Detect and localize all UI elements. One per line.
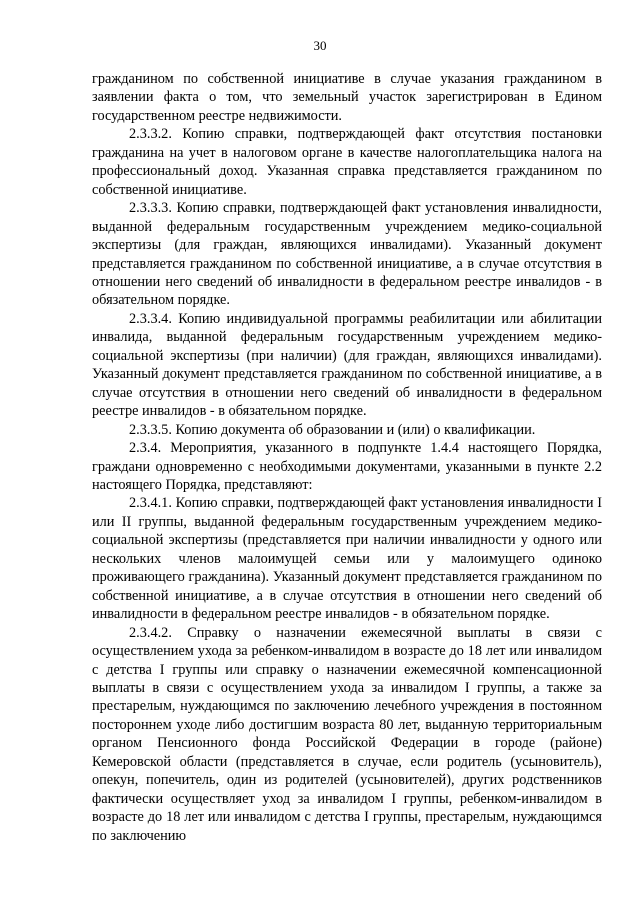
paragraph-2-3-3-5: 2.3.3.5. Копию документа об образовании и (или) о квалификации. — [129, 421, 536, 438]
paragraph-2-3-4: 2.3.4. Мероприятия, указанного в подпункте 1.4.4 настоящего Порядка, граждани одновременно с необходимыми документами, указанными в пункте 2.2 настоящего Порядка, представляют: — [92, 440, 602, 493]
paragraph-2-3-3-3: 2.3.3.3. Копию справки, подтверждающей факт установления инвалидности, выданной федеральным государственным учреждением медико-социальной экспертизы (для граждан, являющихся инвалидами). Указанный документ представляется гражданином по собственной инициативе, а в случае отсутствия в отношении него сведений об инвалидности в федеральном реестре инвалидов - в обязательном порядке. — [92, 200, 602, 309]
document-body — [92, 70, 602, 845]
page-number: 30 — [313, 38, 327, 53]
paragraph-2-3-4-2: 2.3.4.2. Справку о назначении ежемесячной выплаты в связи с осуществлением ухода за ребенком-инвалидом в возрасте до 18 лет или инвалидом с детства I группы или справку о назначении ежемесячной компенсационной выплаты в связи с осуществлением ухода за инвалидом I группы, а также за престарелым, нуждающимся по заключению лечебного учреждения в постоянном постороннем уходе либо достигшим возраста 80 лет, выданную территориальным органом Пенсионного фонда Российской Федерации в городе (районе) Кемеровской области (представляется в случае, если родитель (усыновитель), опекун, попечитель, один из родителей (усыновителей), других родственников фактически осуществляет уход за инвалидом I группы, ребенком-инвалидом в возрасте до 18 лет или инвалидом с детства I группы, престарелым, нуждающимся по заключению — [92, 624, 602, 844]
paragraph-2-3-3-2: 2.3.3.2. Копию справки, подтверждающей факт отсутствия постановки гражданина на учет в налоговом органе в качестве налогоплательщика налога на профессиональный доход. Указанная справка представляется гражданином по собственной инициативе. — [92, 126, 602, 198]
paragraph-2-3-3-4: 2.3.3.4. Копию индивидуальной программы реабилитации или абилитации инвалида, выданной федеральным государственным учреждением медико-социальной экспертизы (при наличии) (для граждан, являющихся инвалидами). Указанный документ представляется гражданином по собственной инициативе, а в случае отсутствия в отношении него сведений об инвалидности в федеральном реестре инвалидов - в обязательном порядке. — [92, 310, 602, 420]
paragraph-continuation: гражданином по собственной инициативе в случае указания гражданином в заявлении факта о том, что земельный участок зарегистрирован в Едином государственном реестре недвижимости. — [92, 71, 602, 124]
paragraph-2-3-4-1: 2.3.4.1. Копию справки, подтверждающей факт установления инвалидности I или II группы, выданной федеральным государственным учреждением медико-социальной экспертизы (представляется при наличии инвалидности у одного или нескольких членов малоимущей семьи или у малоимущего одиноко проживающего гражданина). Указанный документ представляется гражданином по собственной инициативе, а в случае отсутствия в отношении него сведений об инвалидности в федеральном реестре инвалидов - в обязательном порядке. — [92, 495, 602, 623]
